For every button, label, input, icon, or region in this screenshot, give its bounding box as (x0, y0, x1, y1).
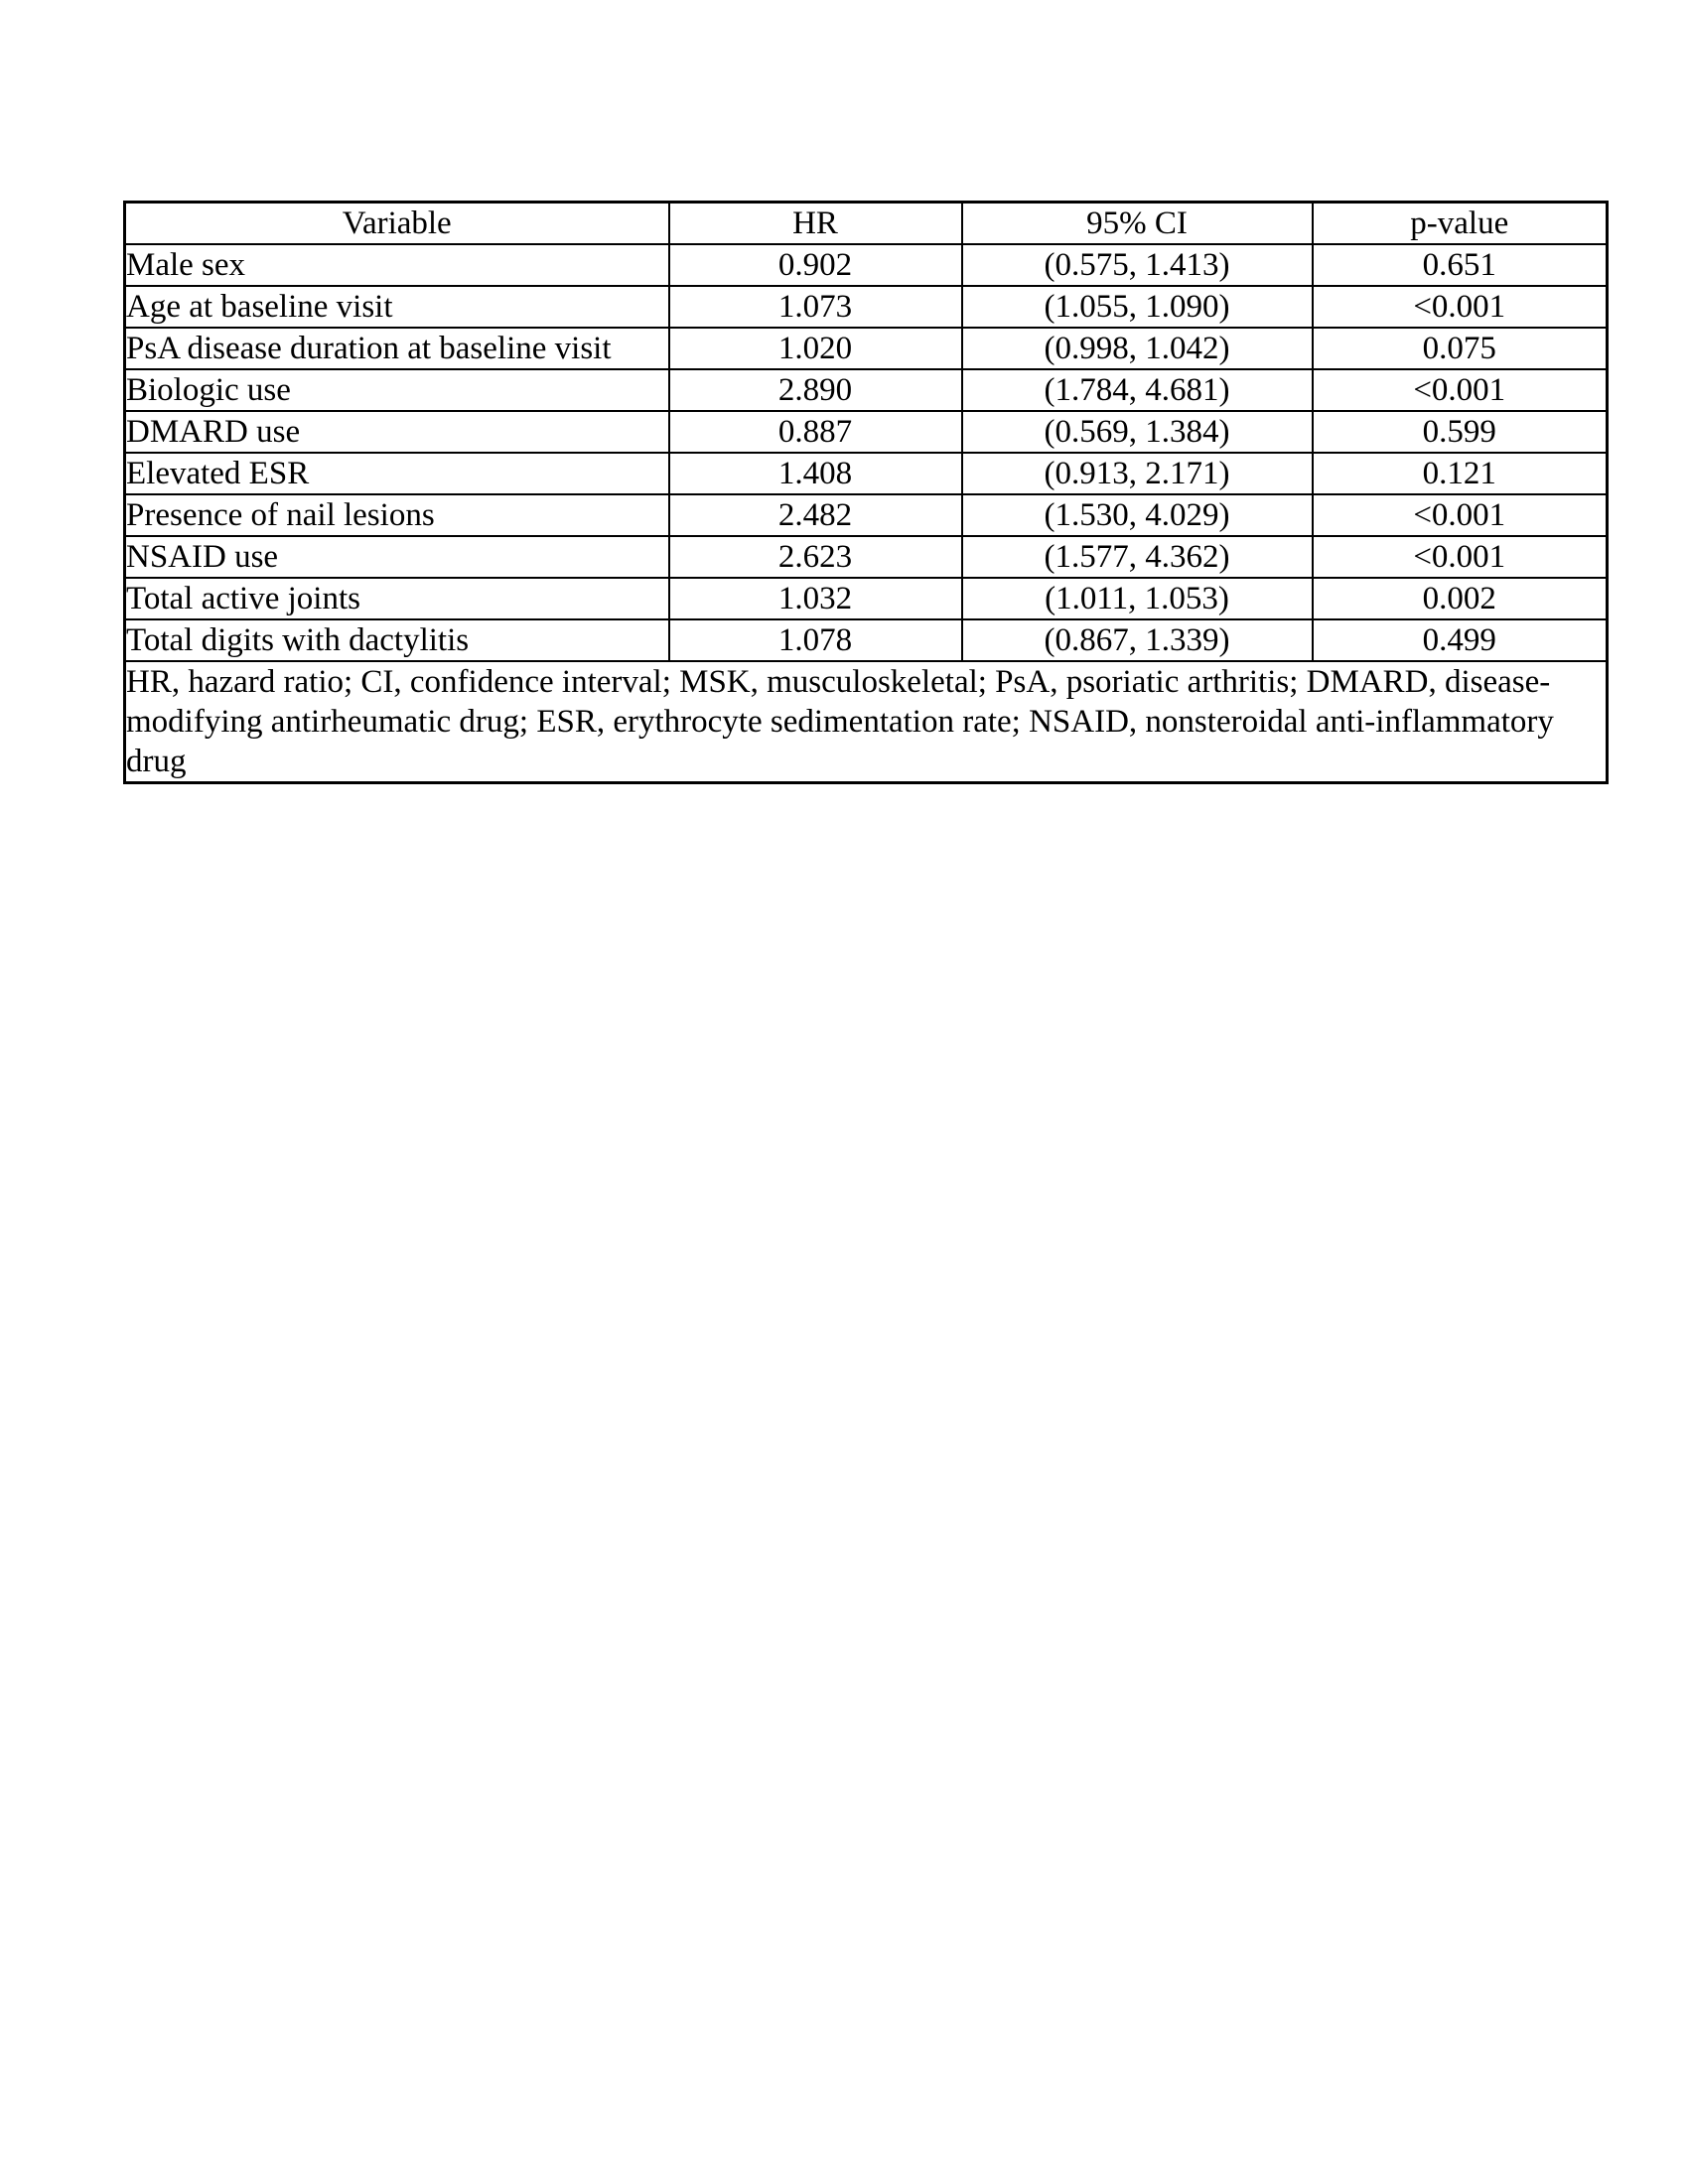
table-row (125, 578, 1608, 619)
table-row (125, 453, 1608, 494)
table-header (125, 203, 1608, 245)
cell-95ci: (1.577, 4.362) (962, 536, 1313, 578)
cell-variable: DMARD use (125, 411, 669, 453)
table-footer (125, 661, 1608, 783)
cell-p-value: 0.121 (1313, 453, 1608, 494)
hazard-ratio-table (123, 201, 1609, 784)
cell-p-value: 0.002 (1313, 578, 1608, 619)
cell-hr: 1.078 (669, 619, 962, 661)
table-row (125, 619, 1608, 661)
header-row (125, 203, 1608, 245)
cell-variable: NSAID use (125, 536, 669, 578)
cell-variable: PsA disease duration at baseline visit (125, 328, 669, 369)
footnote-row (125, 661, 1608, 783)
cell-p-value: <0.001 (1313, 369, 1608, 411)
column-header-p-value: p-value (1313, 203, 1608, 245)
cell-hr: 2.482 (669, 494, 962, 536)
table-body (125, 244, 1608, 661)
column-header-hr: HR (669, 203, 962, 245)
cell-95ci: (1.011, 1.053) (962, 578, 1313, 619)
cell-p-value: 0.499 (1313, 619, 1608, 661)
column-header-variable: Variable (125, 203, 669, 245)
cell-variable: Total digits with dactylitis (125, 619, 669, 661)
table-row (125, 536, 1608, 578)
cell-p-value: <0.001 (1313, 286, 1608, 328)
cell-hr: 0.887 (669, 411, 962, 453)
cell-hr: 1.032 (669, 578, 962, 619)
table-row (125, 411, 1608, 453)
table-row (125, 286, 1608, 328)
cell-variable: Total active joints (125, 578, 669, 619)
cell-95ci: (1.784, 4.681) (962, 369, 1313, 411)
abbreviations-footnote (125, 661, 1608, 783)
table-row (125, 244, 1608, 286)
cell-p-value: 0.599 (1313, 411, 1608, 453)
cell-p-value: 0.651 (1313, 244, 1608, 286)
table-row (125, 369, 1608, 411)
cell-hr: 2.623 (669, 536, 962, 578)
cell-hr: 1.073 (669, 286, 962, 328)
cell-hr: 0.902 (669, 244, 962, 286)
footnote-line-2: modifying antirheumatic drug; ESR, erythrocyte sedimentation rate; NSAID, nonsteroidal anti-inflammatory (126, 704, 1554, 740)
footnote-line-3: drug (126, 744, 187, 779)
cell-95ci: (1.055, 1.090) (962, 286, 1313, 328)
cell-variable: Male sex (125, 244, 669, 286)
column-header-95ci: 95% CI (962, 203, 1313, 245)
table-row (125, 328, 1608, 369)
cell-p-value: <0.001 (1313, 494, 1608, 536)
cell-hr: 1.020 (669, 328, 962, 369)
cell-95ci: (0.575, 1.413) (962, 244, 1313, 286)
cell-95ci: (0.569, 1.384) (962, 411, 1313, 453)
footnote-line-1: HR, hazard ratio; CI, confidence interval; MSK, musculoskeletal; PsA, psoriatic arthritis; DMARD, disease- (126, 664, 1551, 700)
cell-95ci: (0.867, 1.339) (962, 619, 1313, 661)
cell-p-value: <0.001 (1313, 536, 1608, 578)
cell-variable: Presence of nail lesions (125, 494, 669, 536)
cell-hr: 2.890 (669, 369, 962, 411)
table-row (125, 494, 1608, 536)
cell-95ci: (0.913, 2.171) (962, 453, 1313, 494)
cell-95ci: (1.530, 4.029) (962, 494, 1313, 536)
cell-variable: Age at baseline visit (125, 286, 669, 328)
cell-95ci: (0.998, 1.042) (962, 328, 1313, 369)
cell-p-value: 0.075 (1313, 328, 1608, 369)
cell-variable: Elevated ESR (125, 453, 669, 494)
cell-variable: Biologic use (125, 369, 669, 411)
cell-hr: 1.408 (669, 453, 962, 494)
